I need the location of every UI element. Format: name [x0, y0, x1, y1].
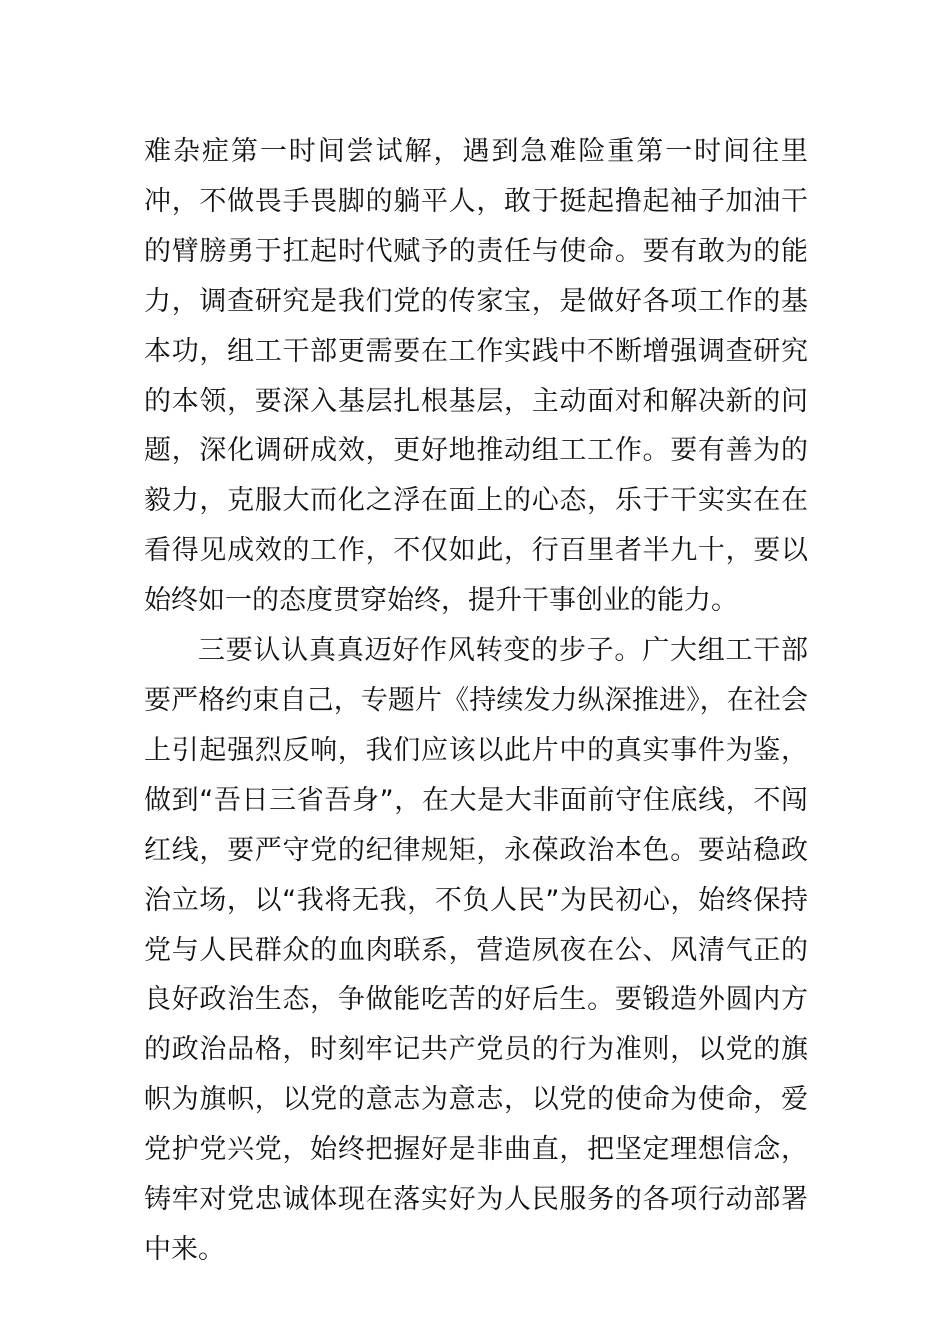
paragraph-2: 三要认认真真迈好作风转变的步子。广大组工干部要严格约束自己，专题片《持续发力纵深推进》，在社会上引起强烈反响，我们应该以此片中的真实事件为鉴，做到“吾日三省吾身”，在大是大非面前守住底线，不闯红线，要严守党的纪律规矩，永葆政治本色。要站稳政治立场，以“我将无我，不负人民”为民初心，始终保持党与人民群众的血肉联系，营造夙夜在公、风清气正的良好政治生态，争做能吃苦的好后生。要锻造外圆内方的政治品格，时刻牢记共产党员的行为准则，以党的旗帜为旗帜，以党的意志为意志，以党的使命为使命，爱党护党兴党，始终把握好是非曲直，把坚定理想信念，铸牢对党忠诚体现在落实好为人民服务的各项行动部署中来。 — [144, 635, 808, 1265]
paragraph-1: 难杂症第一时间尝试解，遇到急难险重第一时间往里冲，不做畏手畏脚的躺平人，敢于挺起撸起袖子加油干的臂膀勇于扛起时代赋予的责任与使命。要有敢为的能力，调查研究是我们党的传家宝，是做好各项工作的基本功，组工干部更需要在工作实践中不断增强调查研究的本领，要深入基层扎根基层，主动面对和解决新的问题，深化调研成效，更好地推动组工工作。要有善为的毅力，克服大而化之浮在面上的心态，乐于干实实在在看得见成效的工作，不仅如此，行百里者半九十，要以始终如一的态度贯穿始终，提升干事创业的能力。 — [144, 136, 808, 617]
body-text — [144, 127, 808, 1275]
